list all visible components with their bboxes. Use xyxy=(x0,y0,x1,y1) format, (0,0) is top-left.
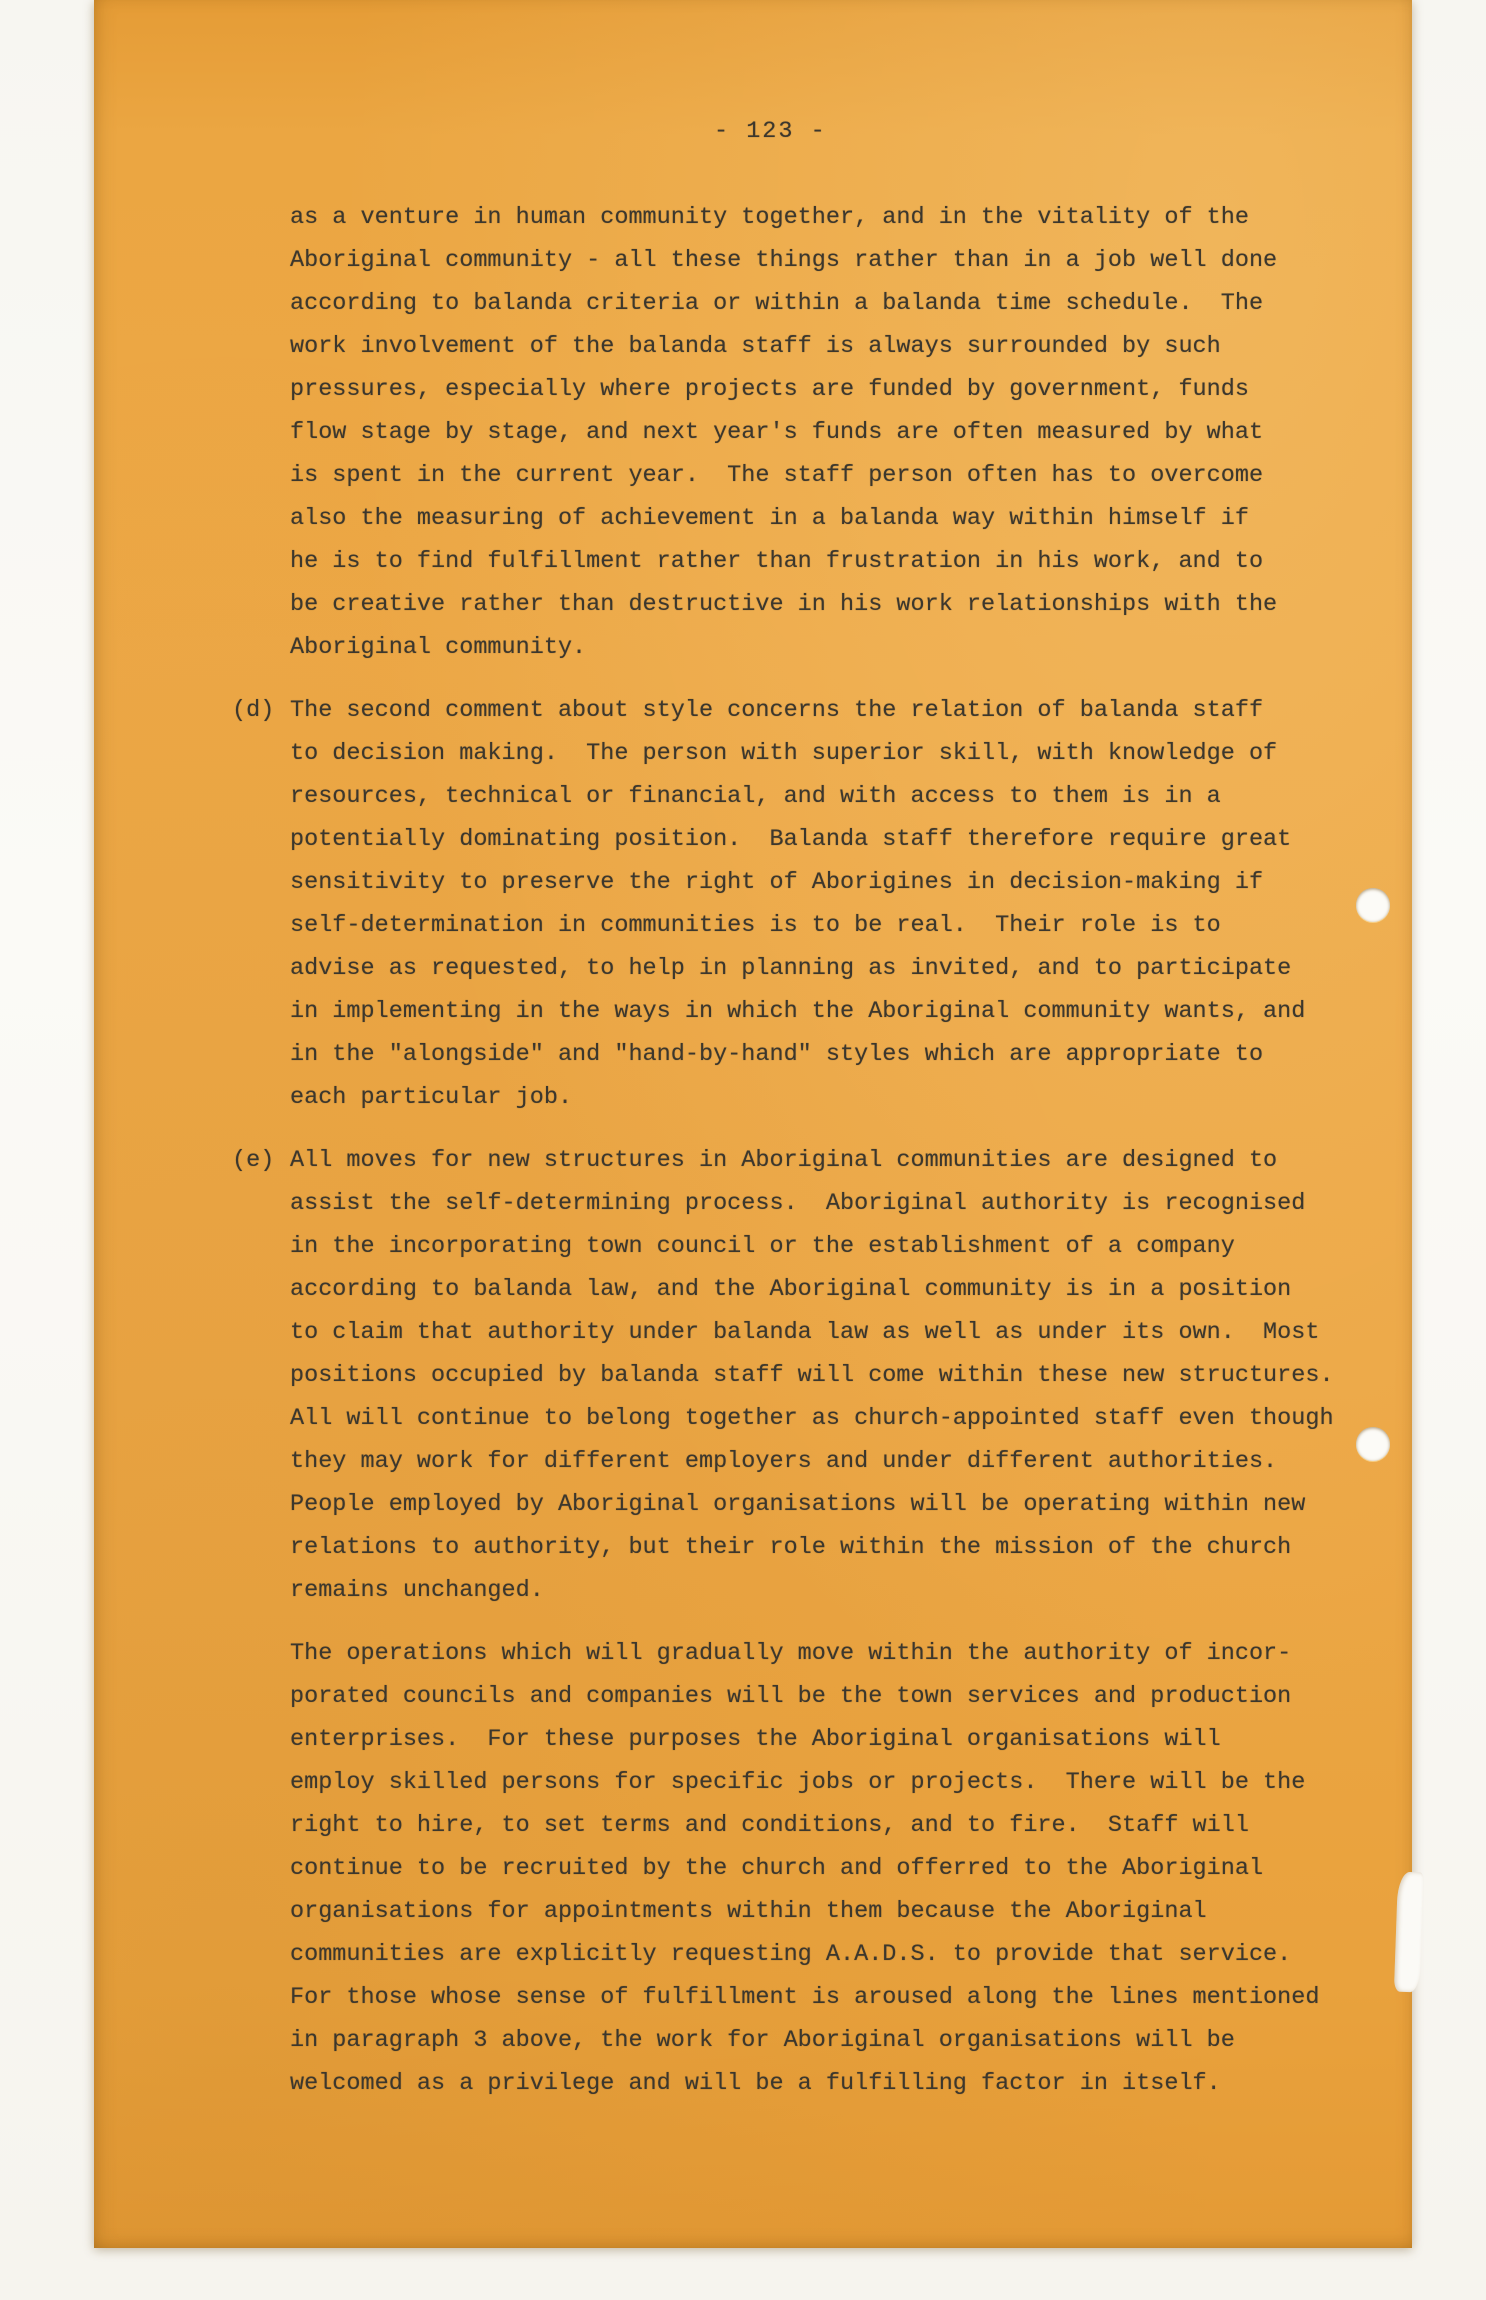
paper-sheet xyxy=(94,0,1412,2248)
text-line: potentially dominating position. Balanda staff therefore require great xyxy=(290,826,1292,853)
text-line: in paragraph 3 above, the work for Aboriginal organisations will be xyxy=(290,2027,1235,2054)
text-line: Aboriginal community. xyxy=(290,634,587,661)
document-body xyxy=(232,196,1412,2125)
text-line: relations to authority, but their role within the mission of the church xyxy=(290,1534,1292,1561)
text-line: to decision making. The person with superior skill, with knowledge of xyxy=(290,740,1278,767)
text-line: welcomed as a privilege and will be a fulfilling factor in itself. xyxy=(290,2070,1221,2097)
text-line: to claim that authority under balanda law as well as under its own. Most xyxy=(290,1319,1320,1346)
text-line: is spent in the current year. The staff person often has to overcome xyxy=(290,462,1264,489)
text-line: be creative rather than destructive in his work relationships with the xyxy=(290,591,1278,618)
text-line: each particular job. xyxy=(290,1084,573,1111)
text-line: porated councils and companies will be the town services and production xyxy=(290,1683,1292,1710)
text-line: according to balanda criteria or within a balanda time schedule. The xyxy=(290,290,1264,317)
paragraph-lines xyxy=(290,1632,1412,2105)
text-line: enterprises. For these purposes the Aboriginal organisations will xyxy=(290,1726,1221,1753)
text-line: he is to find fulfillment rather than frustration in his work, and to xyxy=(290,548,1264,575)
paragraph-lines xyxy=(290,689,1412,1119)
text-line: flow stage by stage, and next year's funds are often measured by what xyxy=(290,419,1264,446)
text-line: resources, technical or financial, and with access to them is in a xyxy=(290,783,1221,810)
text-line: in the incorporating town council or the establishment of a company xyxy=(290,1233,1235,1260)
text-line: All moves for new structures in Aboriginal communities are designed to xyxy=(290,1147,1278,1174)
page-number: - 123 - xyxy=(714,118,827,145)
text-line: also the measuring of achievement in a balanda way within himself if xyxy=(290,505,1249,532)
text-line: organisations for appointments within them because the Aboriginal xyxy=(290,1898,1207,1925)
text-line: communities are explicitly requesting A.A.D.S. to provide that service. xyxy=(290,1941,1292,1968)
text-line: work involvement of the balanda staff is always surrounded by such xyxy=(290,333,1221,360)
text-line: The operations which will gradually move within the authority of incor- xyxy=(290,1640,1292,1667)
paragraph-label: (e) xyxy=(232,1147,275,1174)
text-line: People employed by Aboriginal organisations will be operating within new xyxy=(290,1491,1306,1518)
text-line: in the "alongside" and "hand-by-hand" styles which are appropriate to xyxy=(290,1041,1264,1068)
text-line: For those whose sense of fulfillment is aroused along the lines mentioned xyxy=(290,1984,1320,2011)
hole-punch-bottom xyxy=(1356,1427,1390,1461)
text-line: continue to be recruited by the church and offerred to the Aboriginal xyxy=(290,1855,1264,1882)
text-line: advise as requested, to help in planning as invited, and to participate xyxy=(290,955,1292,982)
paragraph xyxy=(232,689,1412,1119)
text-line: sensitivity to preserve the right of Aborigines in decision-making if xyxy=(290,869,1264,896)
text-line: assist the self-determining process. Aboriginal authority is recognised xyxy=(290,1190,1306,1217)
text-line: in implementing in the ways in which the Aboriginal community wants, and xyxy=(290,998,1306,1025)
paragraph-label: (d) xyxy=(232,697,275,724)
text-line: The second comment about style concerns the relation of balanda staff xyxy=(290,697,1264,724)
text-line: according to balanda law, and the Aboriginal community is in a position xyxy=(290,1276,1292,1303)
paper-tear xyxy=(1394,1872,1424,1993)
paragraph xyxy=(232,1632,1412,2105)
paragraph xyxy=(232,196,1412,669)
paragraph-lines xyxy=(290,196,1412,669)
text-line: employ skilled persons for specific jobs or projects. There will be the xyxy=(290,1769,1306,1796)
hole-punch-top xyxy=(1356,888,1390,922)
paragraph xyxy=(232,1139,1412,1612)
text-line: remains unchanged. xyxy=(290,1577,544,1604)
text-line: self-determination in communities is to be real. Their role is to xyxy=(290,912,1221,939)
text-line: positions occupied by balanda staff will come within these new structures. xyxy=(290,1362,1334,1389)
text-line: Aboriginal community - all these things rather than in a job well done xyxy=(290,247,1278,274)
text-line: right to hire, to set terms and conditions, and to fire. Staff will xyxy=(290,1812,1249,1839)
text-line: they may work for different employers and under different authorities. xyxy=(290,1448,1278,1475)
text-line: All will continue to belong together as church-appointed staff even though xyxy=(290,1405,1334,1432)
text-line: pressures, especially where projects are funded by government, funds xyxy=(290,376,1249,403)
paragraph-lines xyxy=(290,1139,1412,1612)
text-line: as a venture in human community together, and in the vitality of the xyxy=(290,204,1249,231)
